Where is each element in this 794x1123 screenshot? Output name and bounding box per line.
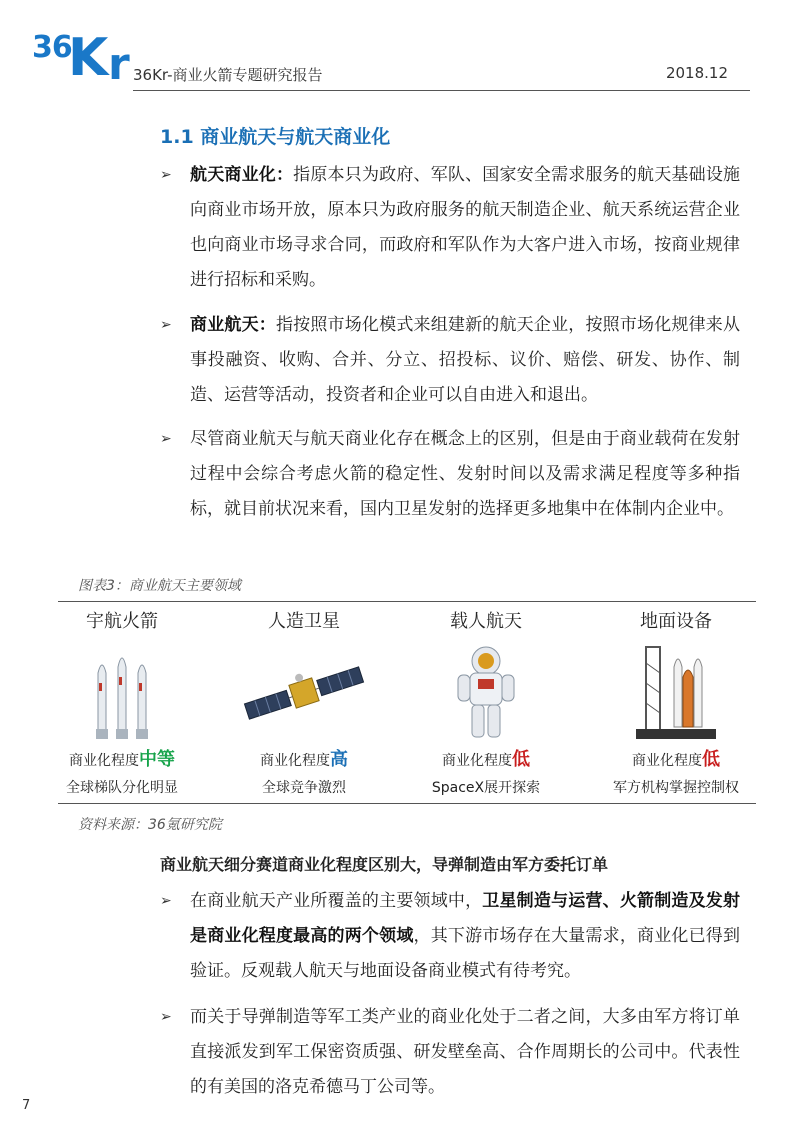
column-description: 军方机构掌握控制权 [613, 780, 739, 796]
bullet-text: 尽管商业航天与航天商业化存在概念上的区别，但是由于商业载荷在发射过程中会综合考虑火箭的稳定性、发射时间以及需求满足程度等多种指标，就目前状况来看，国内卫星发射的选择更多地集中在体制内企业中。 [190, 429, 740, 519]
logo-r: r [108, 39, 130, 90]
arrow-bullet-icon: ➢ [160, 317, 172, 333]
report-title: 36Kr-商业火箭专题研究报告 [133, 66, 323, 84]
level-prefix: 商业化程度 [69, 753, 139, 769]
column-description: SpaceX展开探索 [431, 780, 541, 796]
column-name: 载人航天 [450, 611, 522, 632]
level-value: 中等 [139, 749, 175, 770]
header-divider [133, 90, 750, 91]
column-description: 全球梯队分化明显 [66, 780, 178, 796]
figure-column-satellite [214, 605, 394, 797]
figure-top-rule [58, 601, 756, 602]
bullet-text-post: ，其下游市场存在大量需求，商业化已得到验证。反观载人航天与地面设备商业模式有待考究。 [190, 926, 740, 981]
column-description: 全球竞争激烈 [262, 780, 346, 796]
level-value: 高 [330, 749, 348, 770]
figure-column-manned-spaceflight [396, 605, 576, 797]
commercialization-level [586, 747, 766, 773]
bullet-commercial-aerospace [160, 308, 740, 413]
level-prefix: 商业化程度 [632, 753, 702, 769]
bullet-missile-manufacturing [160, 1000, 740, 1105]
commercialization-level [396, 747, 576, 773]
level-value: 低 [702, 749, 720, 770]
figure-column-rockets [32, 605, 212, 797]
satellite-icon [214, 643, 394, 739]
logo-36: 36 [32, 30, 72, 65]
rockets-icon [32, 643, 212, 739]
figure-caption: 图表3：商业航天主要领域 [78, 578, 241, 594]
bullet-aerospace-commercialization [160, 158, 740, 298]
section-title: 1.1 商业航天与航天商业化 [160, 126, 391, 148]
level-value: 低 [512, 749, 530, 770]
commercialization-level [32, 747, 212, 773]
launch-pad-icon [586, 643, 766, 739]
36kr-logo [30, 28, 140, 90]
bullet-text: 指按照市场化模式来组建新的航天企业，按照市场化规律来从事投融资、收购、合并、分立、招投标、议价、赔偿、研发、协作、制造、运营等活动，投资者和企业可以自由进入和退出。 [190, 315, 740, 405]
bullet-emphasis: 卫星制造与运营、火箭制造及发射是商业化程度最高的两个领域 [190, 891, 741, 946]
figure-column-ground-equipment [586, 605, 766, 797]
bullet-term: 航天商业化： [190, 165, 294, 185]
arrow-bullet-icon: ➢ [160, 1009, 172, 1025]
figure-bottom-rule [58, 803, 756, 804]
bullet-text-pre: 在商业航天产业所覆盖的主要领域中， [190, 891, 483, 911]
bullet-commercial-segments [160, 884, 740, 989]
column-name: 地面设备 [640, 611, 712, 632]
logo-k: K [68, 28, 109, 88]
arrow-bullet-icon: ➢ [160, 167, 172, 183]
figure-source: 资料来源：36氪研究院 [78, 817, 222, 833]
report-date: 2018.12 [665, 64, 728, 82]
bullet-text: 指原本只为政府、军队、国家安全需求服务的航天基础设施向商业市场开放，原本只为政府服务的航天制造企业、航天系统运营企业也向商业市场寻求合同，而政府和军队作为大客户进入市场，按商业规律进行招标和采购。 [190, 165, 741, 290]
page-number: 7 [22, 1098, 31, 1113]
bullet-distinction [160, 422, 740, 527]
column-name: 宇航火箭 [86, 611, 158, 632]
subsection-title: 商业航天细分赛道商业化程度区别大，导弹制造由军方委托订单 [160, 855, 609, 874]
bullet-text: 而关于导弹制造等军工类产业的商业化处于二者之间，大多由军方将订单直接派发到军工保密资质强、研发壁垒高、合作周期长的公司中。代表性的有美国的洛克希德马丁公司等。 [190, 1007, 740, 1097]
arrow-bullet-icon: ➢ [160, 431, 172, 447]
arrow-bullet-icon: ➢ [160, 893, 172, 909]
commercialization-level [214, 747, 394, 773]
level-prefix: 商业化程度 [260, 753, 330, 769]
column-name: 人造卫星 [268, 611, 340, 632]
astronaut-icon [396, 643, 576, 739]
level-prefix: 商业化程度 [442, 753, 512, 769]
bullet-term: 商业航天： [190, 315, 276, 335]
